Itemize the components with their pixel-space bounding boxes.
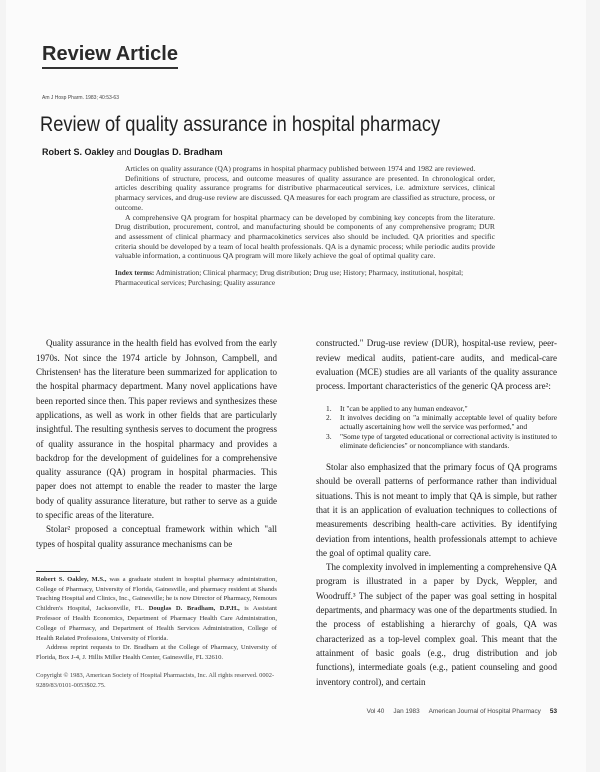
- author-2: Douglas D. Bradham: [134, 147, 223, 157]
- left-column-wrap: [36, 336, 277, 690]
- footnote-bio-1: was a graduate student in hospital pharmacy administration, College of Pharmacy, University of Florida, Gainesville, and pharmacy resident at Shands Teaching Hospital and Clinics, Inc., Gainesville; he is now Director of Pharmacy, Nemours Children's Hospital, Jacksonville, FL.: [36, 575, 278, 613]
- abstract-paragraph: Articles on quality assurance (QA) programs in hospital pharmacy published between 1974 and 1982 are reviewed.: [125, 164, 476, 173]
- body-columns: [36, 336, 586, 715]
- author-connector: and: [114, 147, 135, 157]
- footnote-rule: [36, 571, 80, 572]
- abstract: [115, 164, 495, 261]
- body-paragraph: The complexity involved in implementing a comprehensive QA program is illustrated in a paper by Dyck, Weppler, and Woodruff.³ The subject of the paper was goal setting in hospital departments, and pharmacy was one of the departments studied. In the process of establishing a hierarchy of goals, QA was characterized as a top-level complex goal. This meant that the attainment of basic goals (e.g., drug distribution and job functions), intermediate goals (e.g., patient counseling and good inventory control), and certain: [316, 562, 557, 687]
- footer-date: Jan 1983: [393, 707, 420, 715]
- footer-journal: American Journal of Hospital Pharmacy: [428, 707, 541, 715]
- article-title: Review of quality assurance in hospital pharmacy: [40, 113, 441, 136]
- abstract-paragraph: A comprehensive QA program for hospital pharmacy can be developed by combining key concepts from the literature. Drug distribution, procurement, control, and manufacturing should be components of any comprehensive program; DUR and assessment of clinical pharmacy and pharmacokinetics services also should be included. QA priorities and specific criteria should be developed by a team of local health professionals. QA is a dynamic process; while periodic audits provide valuable information, a continuous QA program will more likely achieve the goal of optimal quality care.: [115, 212, 495, 261]
- list-text: "Some type of targeted educational or correctional activity is instituted to eliminate deficiencies" or noncompliance with standards.: [340, 431, 557, 450]
- index-terms-label: Index terms:: [115, 269, 155, 278]
- list-number: 1.: [326, 403, 332, 413]
- reprint-address: Address reprint requests to Dr. Bradham at the College of Pharmacy, University of Florida, Box J-4, J. Hillis Miller Health Center, Gainesville, FL 32610.: [36, 644, 277, 662]
- list-number: 2.: [326, 412, 332, 422]
- author-footnote: [36, 575, 277, 663]
- index-terms: [115, 269, 495, 288]
- body-paragraph: Stolar² proposed a conceptual framework within which "all types of hospital quality assurance mechanisms can be: [36, 524, 277, 549]
- footer-volume: Vol 40: [366, 707, 385, 715]
- author-1: Robert S. Oakley: [42, 147, 115, 157]
- author-bios: [36, 575, 277, 644]
- list-number: 3.: [326, 431, 332, 441]
- list-text: It involves deciding on "a minimally acceptable level of quality before actually ascertaining how well the service was performed," and: [340, 412, 557, 432]
- document-page: [6, 0, 586, 772]
- right-column-wrap: [316, 336, 557, 715]
- body-paragraph: constructed." Drug-use review (DUR), hospital-use review, peer-review medical audits, patient-care audits, and medical-care evaluation (MCE) studies are all variants of the quality assurance process. Important characteristics of the generic QA process are²:: [316, 338, 557, 392]
- right-column: [316, 336, 557, 688]
- footnote-author-1: Robert S. Oakley, M.S.,: [36, 575, 107, 583]
- footnote-author-2: Douglas D. Bradham, D.P.H.,: [148, 605, 240, 613]
- footnote-bio-2: is Assistant Professor of Health Economics, Department of Pharmacy Health Care Administration, College of Pharmacy, and Department of Health Services Administration, College of Health Related Professions, University of Florida.: [36, 605, 277, 642]
- page-footer: [367, 707, 557, 716]
- abstract-paragraph: Definitions of structure, process, and outcome measures of quality assurance are presented. In chronological order, articles describing quality assurance programs for distributive pharmaceutical services, i.e. admixture services, clinical pharmacy services, and drug-use review are discussed. QA measures for each program are classified as structure, process, or outcome.: [115, 173, 495, 212]
- section-header: Review Article: [42, 43, 178, 69]
- journal-reference: Am J Hosp Pharm. 1983; 40:53-63: [42, 95, 119, 101]
- index-terms-text: Administration; Clinical pharmacy; Drug distribution; Drug use; History; Pharmacy, institutional, hospital; Pharmaceutical services; Purchasing; Quality assurance: [115, 269, 464, 287]
- list-item: [326, 432, 557, 451]
- list-item: [326, 413, 557, 432]
- list-item: [326, 404, 557, 413]
- authors: [42, 146, 586, 158]
- body-paragraph: Quality assurance in the health field has evolved from the early 1970s. Not since the 1974 article by Johnson, Campbell, and Christensen¹ has the literature been summarized for application to the hospital pharmacy department. Many novel applications have been reported since then. This paper reviews and synthesizes these applications, as well as work in other fields that are particularly insightful. The resulting synthesis serves to document the progress of quality assurance in the hospital pharmacy and provides a backdrop for the development of guidelines for a comprehensive quality assurance (QA) program in hospital pharmacies. This paper does not attempt to enable the reader to master the large body of quality assurance literature, but rather to serve as a guide to specific areas of the literature.: [36, 338, 277, 520]
- left-column: [36, 336, 277, 550]
- copyright-notice: Copyright © 1983, American Society of Hospital Pharmacists, Inc. All rights reserved. 0002-9289/83/0101-0053$02.75.: [36, 672, 275, 689]
- page-number: 53: [549, 707, 557, 715]
- body-paragraph: Stolar also emphasized that the primary focus of QA programs should be overall patterns of performance rather than individual situations. This is not meant to imply that QA is simple, but rather that it is an application of evaluation techniques to collections of measurements describing health-care activities. By identifying deviation from intentions, health professionals attempt to achieve the goal of optimal quality care.: [316, 462, 557, 558]
- list-text: It "can be applied to any human endeavor,": [340, 403, 468, 413]
- characteristics-list: [326, 404, 557, 450]
